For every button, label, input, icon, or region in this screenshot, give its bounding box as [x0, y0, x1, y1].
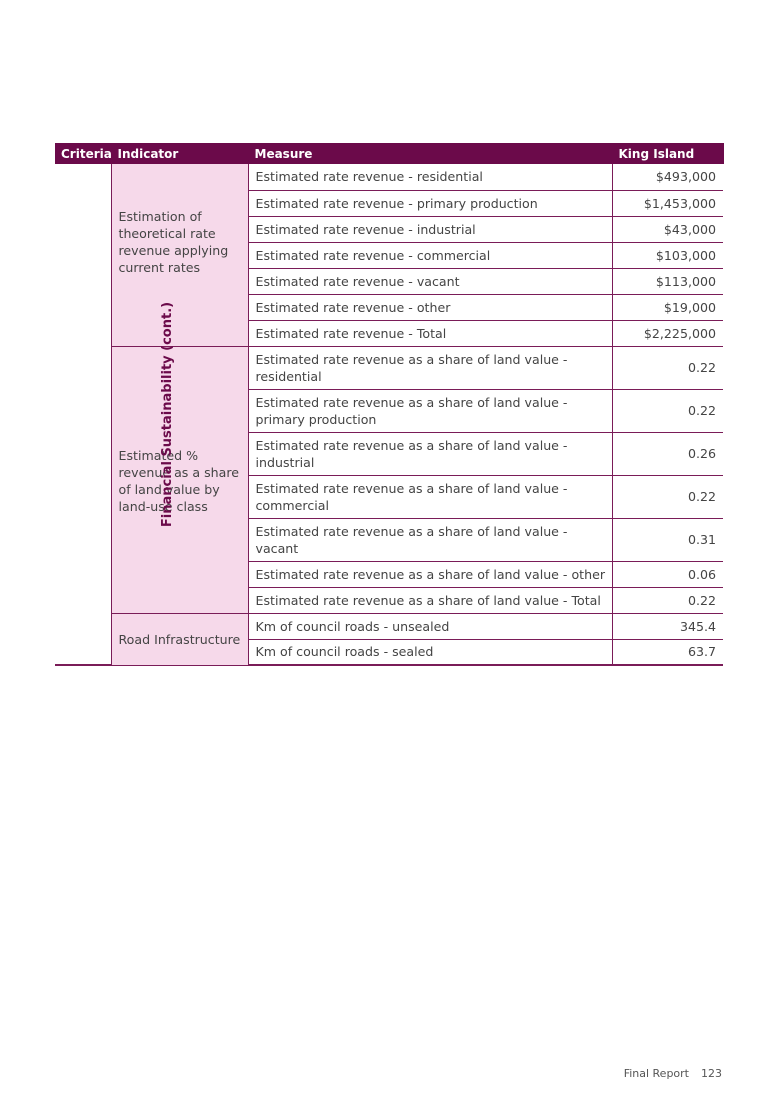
- page-footer: [612, 1067, 722, 1080]
- measure-cell: Estimated rate revenue as a share of land value - other: [248, 561, 612, 587]
- measure-cell: Estimated rate revenue as a share of land value - vacant: [248, 518, 612, 561]
- value-cell: $103,000: [612, 242, 723, 268]
- value-cell: 0.22: [612, 346, 723, 389]
- value-cell: 0.22: [612, 389, 723, 432]
- table-row: [55, 164, 723, 190]
- value-cell: 0.22: [612, 587, 723, 613]
- header-criteria: Criteria: [55, 143, 111, 164]
- table-header-row: [55, 143, 723, 164]
- header-measure: Measure: [248, 143, 612, 164]
- value-cell: $113,000: [612, 268, 723, 294]
- measure-cell: Estimated rate revenue as a share of land value - primary production: [248, 389, 612, 432]
- value-cell: 63.7: [612, 639, 723, 665]
- measure-cell: Estimated rate revenue - vacant: [248, 268, 612, 294]
- measure-cell: Estimated rate revenue as a share of land value - commercial: [248, 475, 612, 518]
- value-cell: $1,453,000: [612, 190, 723, 216]
- measure-cell: Estimated rate revenue - industrial: [248, 216, 612, 242]
- criteria-table: [55, 143, 724, 666]
- measure-cell: Km of council roads - unsealed: [248, 613, 612, 639]
- value-cell: $19,000: [612, 294, 723, 320]
- indicator-cell: [111, 164, 248, 346]
- value-cell: $2,225,000: [612, 320, 723, 346]
- value-cell: $43,000: [612, 216, 723, 242]
- page-number: 123: [701, 1067, 722, 1080]
- value-cell: 0.26: [612, 432, 723, 475]
- measure-cell: Estimated rate revenue as a share of land value - residential: [248, 346, 612, 389]
- measure-cell: Estimated rate revenue - other: [248, 294, 612, 320]
- value-cell: 0.06: [612, 561, 723, 587]
- table-row: [55, 613, 723, 639]
- measure-cell: Km of council roads - sealed: [248, 639, 612, 665]
- measure-cell: Estimated rate revenue - primary production: [248, 190, 612, 216]
- header-king-island: King Island: [612, 143, 723, 164]
- footer-label: Final Report: [623, 1067, 689, 1080]
- measure-cell: Estimated rate revenue - residential: [248, 164, 612, 190]
- measure-cell: Estimated rate revenue as a share of land value - Total: [248, 587, 612, 613]
- measure-cell: Estimated rate revenue as a share of land value - industrial: [248, 432, 612, 475]
- indicator-label: Estimation of theoretical rate revenue applying current rates: [118, 209, 229, 275]
- indicator-cell: [111, 346, 248, 613]
- value-cell: 345.4: [612, 613, 723, 639]
- measure-cell: Estimated rate revenue - Total: [248, 320, 612, 346]
- criteria-label: Financial Sustainability (cont.): [160, 301, 176, 528]
- indicator-label: Road Infrastructure: [118, 631, 241, 647]
- value-cell: 0.31: [612, 518, 723, 561]
- value-cell: $493,000: [612, 164, 723, 190]
- table-row: [55, 346, 723, 389]
- indicator-label: Estimated % revenue as a share of land value by land-use class: [118, 447, 239, 514]
- indicator-cell: [111, 613, 248, 665]
- value-cell: 0.22: [612, 475, 723, 518]
- measure-cell: Estimated rate revenue - commercial: [248, 242, 612, 268]
- header-indicator: Indicator: [111, 143, 248, 164]
